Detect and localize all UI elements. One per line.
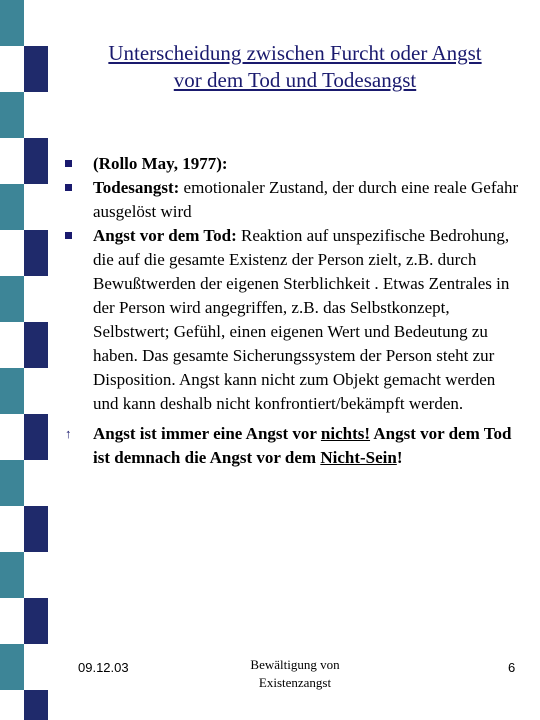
footer-date: 09.12.03 (78, 660, 129, 675)
title-line-1: Unterscheidung zwischen Furcht oder Angst (108, 41, 482, 65)
bullet-list (65, 152, 520, 470)
decorative-stripe (0, 0, 48, 720)
arrow-bullet-icon: ↑ (65, 426, 72, 441)
item-text: ! (396, 448, 403, 467)
list-item (65, 152, 520, 176)
footer-title-line-1: Bewältigung von (250, 657, 340, 672)
item-text: Reaktion auf unspezifische Bedrohung, die auf die gesamte Existenz der Person zielt, z.B. durch Bewußtwerden der eigenen Sterblichkeit . Etwas Zentrales in der Person wird angegriffen, z.B. das Selbstkonzept, Selbstwert; Gefühl, einen eigenen Wert und Bedeutung zu haben. Das gesamte Sicherungssystem der Person steht zur Disposition. Angst kann nicht zum Objekt gemacht werden und kann deshalb nicht konfrontiert/bekämpft werden. (93, 226, 510, 413)
list-item (65, 176, 520, 224)
square-bullet-icon (65, 176, 72, 200)
square-bullet-icon (65, 152, 72, 176)
list-item (65, 422, 520, 470)
title-line-2: vor dem Tod und Todesangst (173, 68, 417, 92)
page-number: 6 (508, 660, 516, 675)
item-bold: Todesangst: (93, 178, 180, 197)
square-bullet-icon (65, 224, 72, 248)
item-text: emotionaler Zustand, der durch eine reale Gefahr ausgelöst wird (93, 178, 519, 221)
item-text: Angst vor dem Tod ist demnach die Angst vor dem (93, 424, 512, 467)
item-text: Angst ist immer eine Angst vor (93, 424, 321, 443)
item-underlined: Nicht-Sein (320, 448, 397, 467)
footer-title-line-2: Existenzangst (258, 675, 332, 690)
list-item (65, 224, 520, 416)
item-bold: (Rollo May, 1977): (93, 154, 228, 173)
item-underlined: nichts! (320, 424, 371, 443)
footer-title (235, 656, 355, 692)
item-bold: Angst vor dem Tod: (93, 226, 237, 245)
slide-title (60, 40, 530, 94)
